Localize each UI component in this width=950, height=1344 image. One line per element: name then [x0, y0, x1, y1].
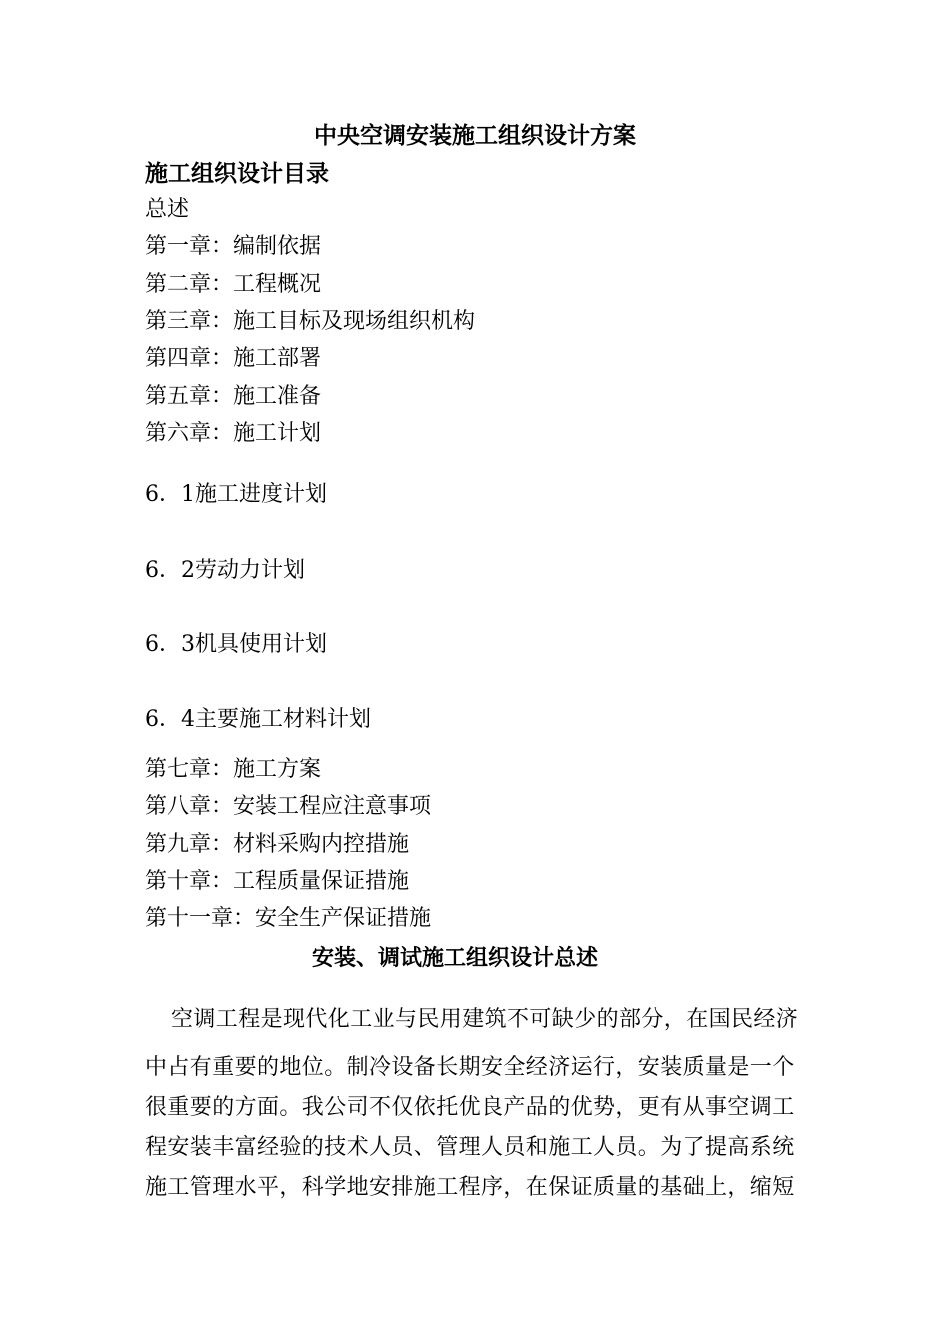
- paragraph-line: 程安装丰富经验的技术人员、管理人员和施工人员。为了提高系统: [145, 1135, 795, 1160]
- paragraph-line: 很重要的方面。我公司不仅依托优良产品的优势，更有从事空调工: [145, 1095, 795, 1120]
- document-title: 中央空调安装施工组织设计方案: [314, 122, 636, 149]
- toc-item: 第三章：施工目标及现场组织机构: [145, 309, 476, 334]
- toc-item: 第二章：工程概况: [145, 272, 322, 297]
- toc-item: 第十一章：安全生产保证措施: [145, 906, 432, 931]
- toc-item: 第四章：施工部署: [145, 346, 322, 371]
- toc-item: 第六章：施工计划: [145, 421, 322, 446]
- toc-subitem: 6．4主要施工材料计划: [145, 707, 371, 732]
- toc-item: 第十章：工程质量保证措施: [145, 869, 410, 894]
- toc-item: 第五章：施工准备: [145, 384, 322, 409]
- toc-item: 第八章：安装工程应注意事项: [145, 794, 432, 819]
- toc-item: 第一章：编制依据: [145, 234, 322, 259]
- paragraph-line: 中占有重要的地位。制冷设备长期安全经济运行，安装质量是一个: [145, 1055, 795, 1080]
- toc-subitem: 6．2劳动力计划: [145, 558, 305, 583]
- toc-item: 第九章：材料采购内控措施: [145, 832, 410, 857]
- toc-heading: 施工组织设计目录: [145, 160, 329, 187]
- toc-subitem: 6．3机具使用计划: [145, 632, 327, 657]
- toc-item: 第七章：施工方案: [145, 757, 322, 782]
- toc-item: 总述: [145, 197, 190, 222]
- paragraph-line: 施工管理水平，科学地安排施工程序，在保证质量的基础上，缩短: [145, 1175, 795, 1200]
- paragraph-line: 空调工程是现代化工业与民用建筑不可缺少的部分，在国民经济: [171, 1007, 799, 1032]
- section-heading: 安装、调试施工组织设计总述: [311, 945, 598, 971]
- toc-subitem: 6．1施工进度计划: [145, 482, 327, 507]
